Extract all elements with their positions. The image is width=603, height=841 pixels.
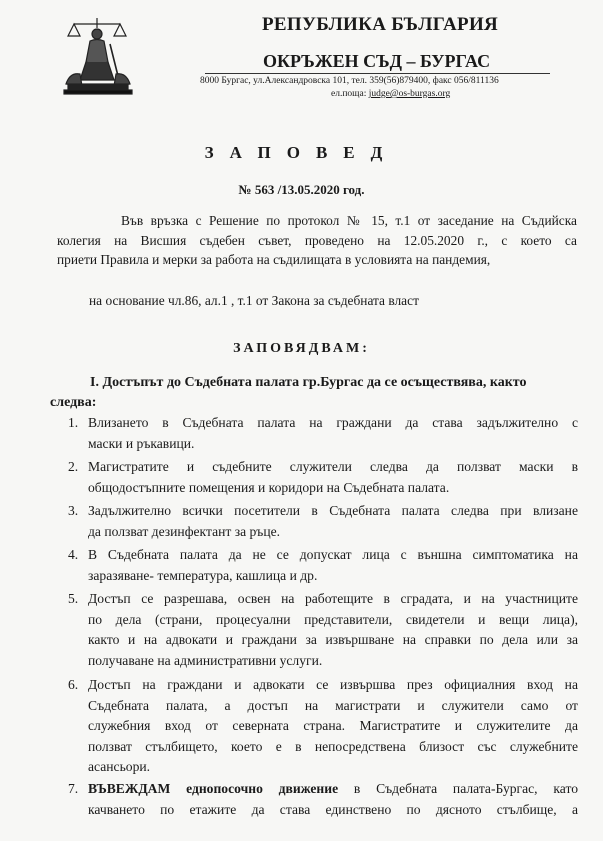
- intro-line: колегия на Висшия съдебен съвет, проведено на 12.05.2020 г., с което са: [57, 232, 577, 248]
- country-name: РЕПУБЛИКА БЪЛГАРИЯ: [262, 14, 499, 35]
- item-bold-lead: ВЪВЕЖДАМ еднопосочно движение: [88, 781, 339, 796]
- legal-basis: на основание чл.86, ал.1 , т.1 от Закона за съдебната власт: [89, 293, 419, 308]
- item-line: както и на адвокати и граждани за извършване на справки по дела или за: [88, 632, 578, 647]
- intro-line: приети Правила и мерки за работа на съдилищата в условията на пандемия,: [57, 252, 491, 267]
- item-line: [88, 779, 578, 800]
- email-label: ел.поща:: [331, 89, 367, 99]
- item-line: ползват стълбището, което е в непосредствена близост със служебните: [88, 738, 578, 754]
- section-heading: [50, 373, 570, 413]
- item-line: Достъп се разрешава, освен на работещите в сградата, и на участниците: [88, 591, 578, 606]
- item-number: 2.: [68, 459, 79, 474]
- item-line: Задължително всички посетители в Съдебната палата следва при влизане: [88, 503, 578, 518]
- section-heading-line: I. Достъпът до Съдебната палата гр.Бургас да се осъществява, както: [90, 375, 527, 390]
- item-line: качването по етажите да става единствено по дясното стълбище, а: [88, 801, 578, 817]
- item-line: Съдебната палата, а достъп на магистрати и служители само от: [88, 697, 578, 713]
- themis-emblem-icon: [62, 14, 134, 96]
- document-title: ЗАПОВЕД: [204, 143, 399, 162]
- item-line: Влизането в Съдебната палата на граждани да става задължително с: [88, 415, 578, 430]
- item-line: асансьори.: [88, 759, 151, 774]
- item-line: служебния вход от северната страна. Магистратите и служителите да: [88, 718, 578, 733]
- item-line: общодостъпните помещения и коридори на Съдебната палата.: [88, 479, 450, 495]
- item-number: 4.: [68, 547, 79, 562]
- court-email-line: [331, 89, 450, 99]
- email-link[interactable]: judge@os-burgas.org: [368, 89, 451, 99]
- item-line: да ползват дезинфектант за ръце.: [88, 523, 281, 539]
- item-line: В Съдебната палата да не се допускат лица с външна симптоматика на: [88, 547, 578, 562]
- item-line: Достъп на граждани и адвокати се извършва през официалния вход на: [88, 677, 578, 692]
- item-line: получаване на административни услуги.: [88, 652, 323, 668]
- item-number: 5.: [68, 591, 79, 606]
- item-number: 6.: [68, 677, 79, 692]
- item-number: 7.: [68, 781, 79, 796]
- item-line-rest: в Съдебната палата-Бургас, като: [338, 781, 579, 796]
- item-line: маски и ръкавици.: [88, 435, 195, 451]
- item-line: Магистратите и съдебните служители следва да ползват маски в: [88, 459, 578, 474]
- court-address: 8000 Бургас, ул.Александровска 101, тел. 359(56)879400, факс 056/811136: [200, 76, 499, 86]
- item-line: заразяване- температура, кашлица и др.: [88, 567, 318, 583]
- header-divider: [205, 73, 550, 74]
- intro-line: Във връзка с Решение по протокол № 15, т.1 от заседание на Съдийска: [121, 213, 577, 228]
- item-number: 3.: [68, 503, 79, 518]
- document-number: № 563 /13.05.2020 год.: [238, 182, 365, 197]
- item-line: по дела (страни, процесуални представители, свидетели и вещи лица),: [88, 611, 578, 627]
- item-number: 1.: [68, 415, 79, 430]
- intro-paragraph: [57, 211, 577, 270]
- court-name: ОКРЪЖЕН СЪД – БУРГАС: [263, 51, 491, 71]
- order-heading: ЗАПОВЯДВАМ:: [233, 341, 370, 356]
- section-heading-line: следва:: [50, 395, 97, 410]
